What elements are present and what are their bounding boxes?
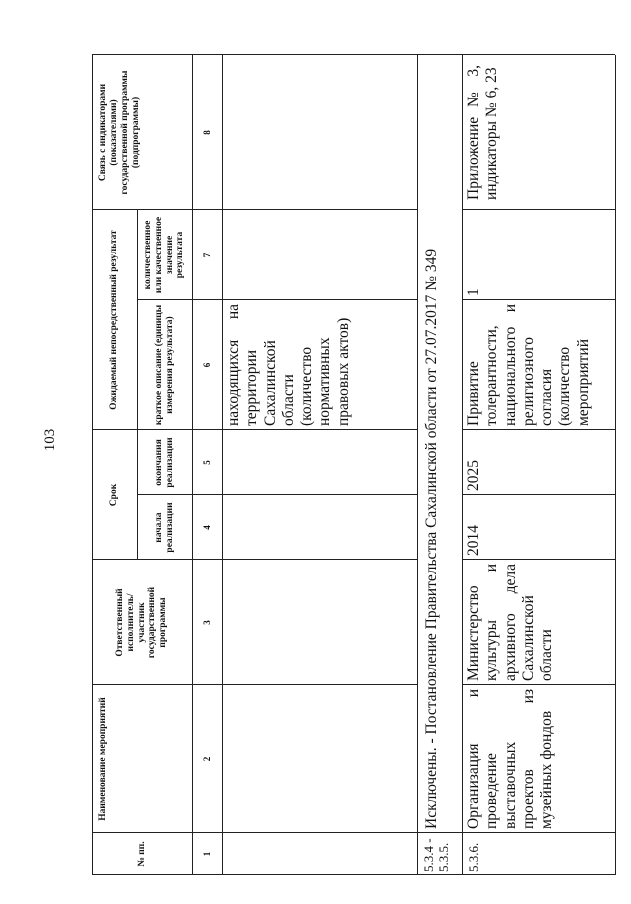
row-5-3-6-result-desc: Привитие толерантности, национального и религиозного согласия (количество мероприятий [465,304,592,426]
page-number: 103 [42,428,58,452]
row-5-3-6-number: 5.3.6. [466,842,481,872]
row-5-3-4-text: Исключены. - Постановление Правительства Сахалинской области от 27.07.2017 № 349 [423,248,440,829]
col-number-2: 2 [201,756,212,762]
col-number-7: 7 [201,252,212,258]
header-indicator-link: Связь с индикаторами (показателями) государственной программы (подпрограммы) [98,70,141,195]
header-start: начала реализации [153,502,175,553]
row-5-3-4-number: 5.3.4 - 5.3.5. [421,838,452,872]
col-number-6: 6 [201,362,212,368]
col-number-8: 8 [201,130,212,135]
header-term-group: Срок [109,483,120,507]
col-number-5: 5 [201,460,212,465]
row-5-3-6-end: 2025 [465,460,482,491]
header-result-group: Ожидаемый непосредственный результат [109,230,120,410]
header-result-value: количественное или качественное значение результата [142,216,186,294]
row-5-3-6-indicator: Приложение № 3, индикаторы № 6, 23 [465,65,501,200]
continuation-result-desc: находящихся на территории Сахалинской области (количество нормативных правовых актов) [225,304,352,426]
row-5-3-6-executor: Министерство культуры и архивного дела Сахалинской области [465,564,556,681]
col-number-3: 3 [201,620,212,625]
row-5-3-6-start: 2014 [465,525,482,556]
measures-table [92,55,631,872]
row-5-3-6-result-value: 1 [465,288,482,296]
row-5-3-6-name: Организация и проведение выставочных проектов из музейных фондов [465,689,556,829]
header-executor: Ответственный исполнитель/ участник государственной программы [114,586,169,659]
header-end: окончания реализации [153,437,175,488]
header-result-desc: краткое описание (единицы измерения результата) [153,304,175,426]
header-num: № пп. [136,841,147,867]
header-measure-name: Наименование мероприятий [98,697,108,821]
col-number-4: 4 [201,525,212,530]
col-number-1: 1 [201,851,212,857]
